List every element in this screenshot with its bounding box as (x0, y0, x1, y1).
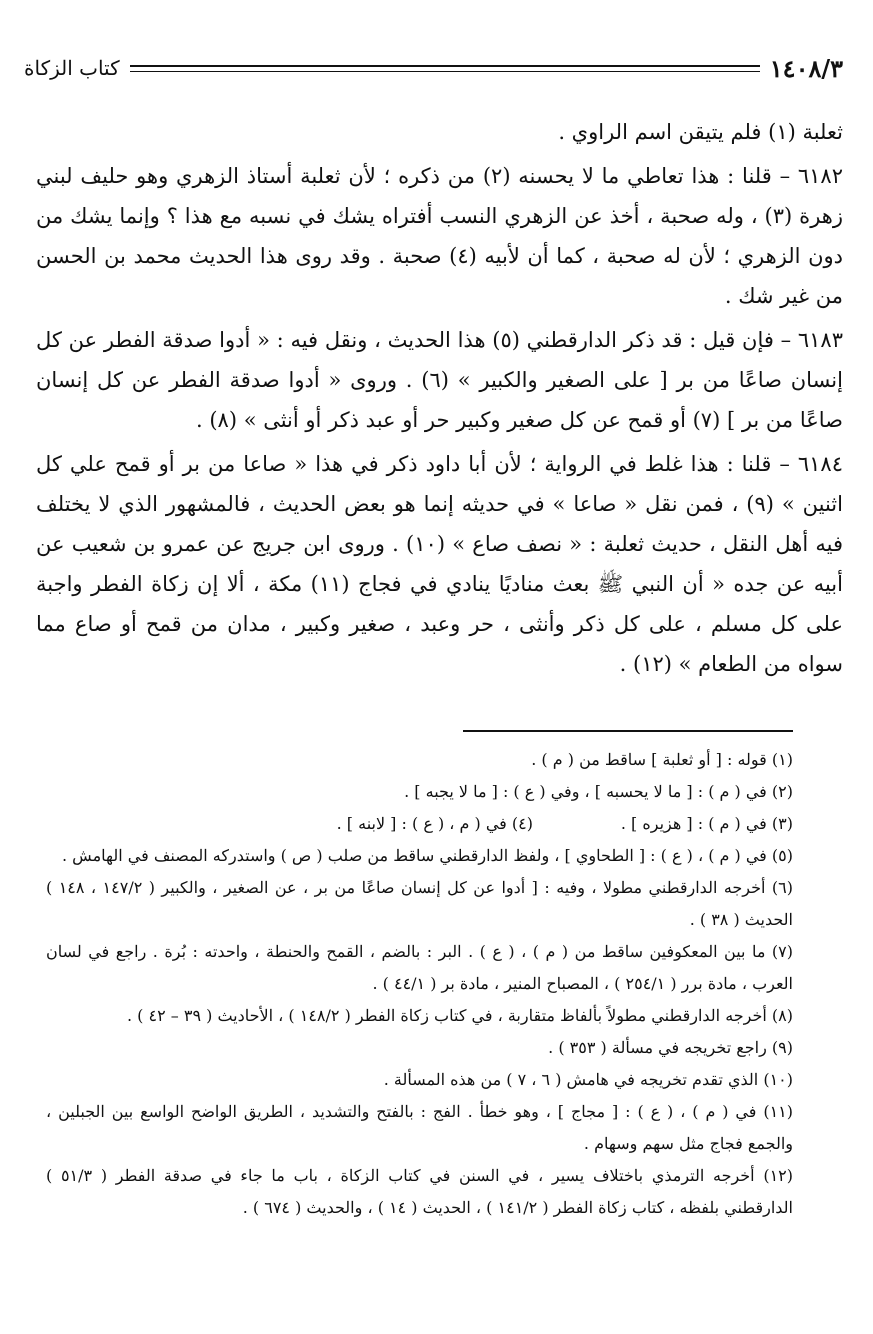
footnote: (٦) أخرجه الدارقطني مطولا ، وفيه : [ أدوا عن كل إنسان صاعًا من بر ، عن الصغير ، والكبير ( ١٤٧/٢ ، ١٤٨ ) الحديث ( ٣٨ ) . (46, 878, 793, 929)
footnote-separator (463, 730, 793, 732)
paragraph: ٦١٨٢ – قلنا : هذا تعاطي ما لا يحسنه (٢) من ذكره ؛ لأن ثعلبة أستاذ الزهري وهو حليف لبني زهرة (٣) ، وله صحبة ، أخذ عن الزهري النسب أفتراه يشك في نسبه مع هذا ؟ وإنما يشك من دون الزهري ؛ لأن له صحبة ، كما أن لأبيه (٤) صحبة . وقد روى هذا الحديث محمد بن الحسن من غير شك . (36, 164, 843, 308)
footnote: (١١) في ( م ) ، ( ع ) : [ مجاج ] ، وهو خطأ . الفج : بالفتح والتشديد ، الطريق الواضح الواسع بين الجبلين ، والجمع فجاج مثل سهم وسهام . (46, 1102, 793, 1153)
footnote: (٣) في ( م ) : [ هزيره ] . (620, 814, 793, 833)
page-number: ١٤٠٨/٣ (769, 53, 843, 83)
paragraph: ثعلبة (١) فلم يتيقن اسم الراوي . (558, 120, 843, 144)
footnote: (٧) ما بين المعكوفين ساقط من ( م ) ، ( ع ) . البر : بالضم ، القمح والحنطة ، واحدته : بُرة . راجع في لسان العرب ، مادة برر ( ٢٥٤/١ ) ، المصباح المنير ، مادة بر ( ٤٤/١ ) . (46, 942, 793, 993)
paragraph: ٦١٨٣ – فإن قيل : قد ذكر الدارقطني (٥) هذا الحديث ، ونقل فيه : « أدوا صدقة الفطر عن كل إنسان صاعًا من بر [ على الصغير والكبير » (٦) . وروى « أدوا صدقة الفطر عن كل إنسان صاعًا من بر ] (٧) أو قمح عن كل صغير وكبير حر أو عبد ذكر أو أنثى » (٨) . (36, 328, 843, 432)
main-text (36, 112, 843, 688)
paragraph: ٦١٨٤ – قلنا : هذا غلط في الرواية ؛ لأن أبا داود ذكر في هذا « صاعا من بر أو قمح علي كل اثنين » (٩) ، فمن نقل « صاعا » في حديثه إنما هو بعض الحديث ، فالمشهور الذي لا يختلف فيه أهل النقل ، حديث ثعلبة : « نصف صاع » (١٠) . وروى ابن جريج عن عمرو بن شعيب عن أبيه عن جده « أن النبي ﷺ بعث مناديًا ينادي في فجاج (١١) مكة ، ألا إن زكاة الفطر واجبة على كل مسلم ، على كل ذكر وأنثى ، حر وعبد ، صغير وكبير ، مدان من قمح أو صاع مما سواه من الطعام » (١٢) . (36, 452, 844, 676)
book-title: كتاب الزكاة (24, 56, 120, 80)
footnote: (١) قوله : [ أو ثعلبة ] ساقط من ( م ) . (531, 750, 793, 769)
header-rule (130, 65, 760, 72)
footnote-row (46, 808, 793, 840)
footnote: (١٢) أخرجه الترمذي باختلاف يسير ، في السنن في كتاب الزكاة ، باب ما جاء في صدقة الفطر ( ٥١/٣ ) الدارقطني بلفظه ، كتاب زكاة الفطر ( ١٤١/٢ ) ، الحديث ( ١٤ ) ، والحديث ( ٦٧٤ ) . (46, 1166, 794, 1217)
footnote: (٤) في ( م ، ( ع ) : [ لابنه ] . (336, 814, 533, 833)
footnotes (46, 744, 793, 1224)
footnote: (٢) في ( م ) : [ ما لا يحسبه ] ، وفي ( ع ) : [ ما لا يجبه ] . (404, 782, 793, 801)
footnote: (١٠) الذي تقدم تخريجه في هامش ( ٦ ، ٧ ) من هذه المسألة . (383, 1070, 793, 1089)
footnote: (٩) راجع تخريجه في مسألة ( ٣٥٣ ) . (548, 1038, 793, 1057)
footnote: (٥) في ( م ) ، ( ع ) : [ الطحاوي ] ، ولفظ الدارقطني ساقط من صلب ( ص ) واستدركه المصنف في الهامش . (62, 846, 793, 865)
page-header (24, 48, 843, 88)
footnote: (٨) أخرجه الدارقطني مطولاً بألفاظ متقاربة ، في كتاب زكاة الفطر ( ١٤٨/٢ ) ، الأحاديث ( ٣٩ – ٤٢ ) . (126, 1006, 793, 1025)
